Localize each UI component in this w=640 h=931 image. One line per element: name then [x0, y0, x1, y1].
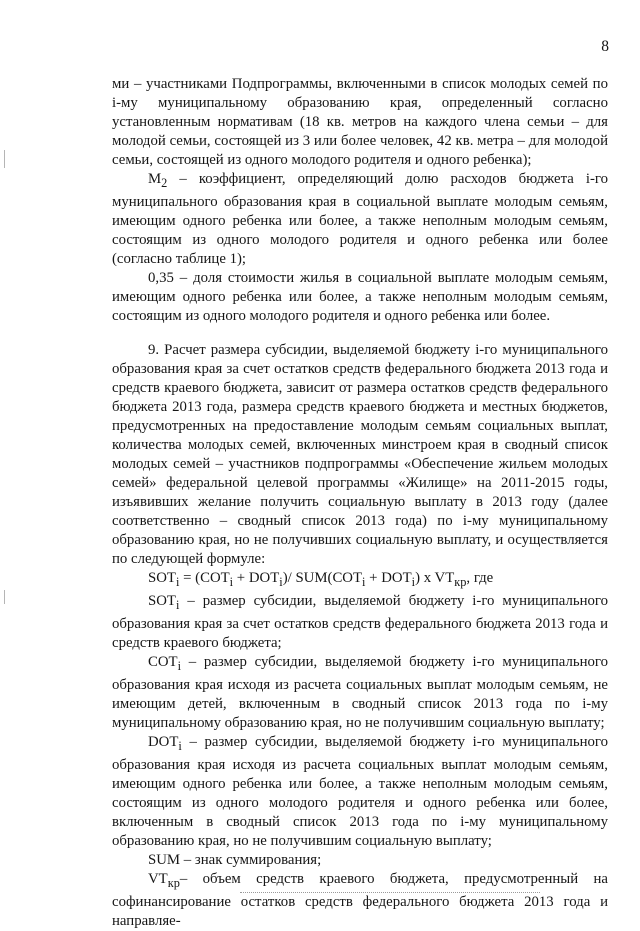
subscript: кр [167, 875, 180, 890]
text-run: – размер субсидии, выделяемой бюджету i-го муниципального образования края исходя из расчета социальных выплат молодым семьям, имеющим одного ребенка или более, а также неполным молодым семьям, состоящим из одного молодого родителя и одного ребенка или более, включенным в сводный список 2013 года по i-му муниципальному образованию края, но не получившим социальную выплату; [112, 733, 608, 849]
paragraph-sot-definition [112, 592, 608, 653]
subscript: i [175, 597, 180, 612]
paragraph-035-definition [112, 269, 608, 326]
text-run: SUM – знак суммирования; [148, 851, 322, 868]
paragraph-vt-definition [112, 870, 608, 931]
paragraph-item-9 [112, 341, 608, 569]
subscript: i [279, 574, 283, 589]
subscript: кр [454, 574, 467, 589]
subscript: i [178, 738, 182, 753]
text-run: М [148, 171, 162, 187]
text-run: DOT [148, 733, 179, 750]
formula-sot [112, 569, 608, 592]
text-run: – коэффициент, определяющий долю расходов бюджета i-го муниципального образования края в социальной выплате молодым семьям, имеющим одного ребенка или более, а также неполным молодым семьям, состоящим из одного молодого родителя и одного ребенка или более (согласно таблице 1); [112, 171, 608, 267]
document-body [112, 75, 608, 931]
text-run: ми – участниками Подпрограммы, включенными в список молодых семей по i-му муниципальному образованию края, определенный согласно установленным нормативам (18 кв. метров на каждого члена семьи – для молодой семьи, состоящей из 3 или более человек, 42 кв. метра – для молодой семьи, состоящей из одного молодого родителя и одного ребенка); [112, 76, 608, 168]
subscript: 2 [161, 175, 168, 190]
scan-margin-mark [4, 590, 5, 604]
text-run: ) x VT [415, 569, 455, 586]
paragraph-continuation [112, 75, 608, 170]
text-run: SOT [148, 569, 176, 586]
text-run: = (COT [179, 569, 230, 586]
text-run: , где [466, 569, 494, 586]
paragraph-m2-definition [112, 170, 608, 269]
text-run: + DOT [365, 569, 412, 586]
text-run: )/ SUM(COT [282, 569, 363, 586]
subscript: i [411, 574, 416, 589]
subscript: i [175, 574, 180, 589]
paragraph-sum-definition [112, 851, 608, 870]
text-run: – размер субсидии, выделяемой бюджету i-го муниципального образования края исходя из расчета социальных выплат молодым семьям, не имеющим детей, включенным в сводный список 2013 года по i-му муниципальному образованию края, но не получившим социальную выплату; [112, 653, 608, 731]
text-run: SOT [148, 592, 176, 609]
text-run: 9. Расчет размера субсидии, выделяемой бюджету i-го муниципального образования края за счет остатков средств федерального бюджета 2013 года и средств краевого бюджета, зависит от размера остатков средств федерального бюджета 2013 года, размера средств краевого бюджета и местных бюджетов, предусмотренных на предоставление молодым семьям социальных выплат, количества молодых семей, включенных минстроем края в сводный список молодых семей – участников подпрограммы «Обеспечение жильем молодых семей» федеральной целевой программы «Жилище» на 2011-2015 годы, изъявивших желание получить социальную выплату в 2013 году (далее соответственно – сводный список 2013 года) по i-му муниципальному образованию края, но не получивших социальную выплату, и осуществляется по следующей формуле: [112, 341, 608, 567]
text-run: VT [148, 870, 168, 887]
subscript: i [362, 574, 366, 589]
paragraph-dot-definition [112, 733, 608, 851]
text-run: + DOT [233, 569, 280, 586]
text-run: COT [148, 653, 178, 670]
scan-artifact [240, 892, 540, 894]
text-run: – размер субсидии, выделяемой бюджету i-го муниципального образования края за счет остатков средств федерального бюджета 2013 года и средств краевого бюджета; [112, 592, 608, 651]
scan-margin-mark [4, 150, 5, 168]
subscript: i [177, 658, 182, 673]
text-run: – объем средств краевого бюджета, предусмотренный на софинансирование остатков средств федерального бюджета 2013 года и направляе- [112, 870, 608, 929]
subscript: i [229, 574, 234, 589]
paragraph-cot-definition [112, 653, 608, 733]
text-run: 0,35 – доля стоимости жилья в социальной выплате молодым семьям, имеющим одного ребенка или более, а также неполным молодым семьям, состоящим из одного молодого родителя и одного ребенка или более. [112, 269, 608, 324]
page-number: 8 [601, 38, 609, 55]
